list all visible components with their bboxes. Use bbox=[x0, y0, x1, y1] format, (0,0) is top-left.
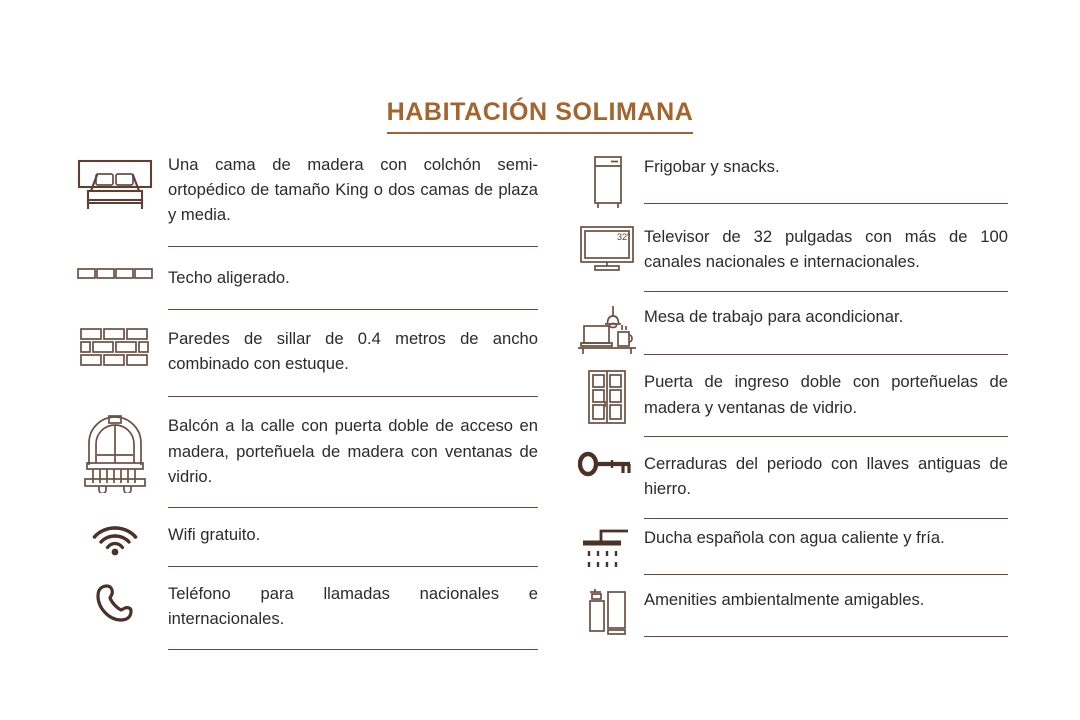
amenities-bottles-icon bbox=[582, 587, 632, 637]
tv-size-label: 32" bbox=[617, 232, 631, 242]
icon-cell bbox=[570, 224, 644, 272]
amenity-text: Una cama de madera con colchón semi-ortopédico de tamaño King o dos camas de plaza y media. bbox=[168, 155, 538, 225]
icon-cell bbox=[570, 587, 644, 637]
icon-cell bbox=[62, 152, 168, 210]
amenity-text: Cerraduras del periodo con llaves antiguas de hierro. bbox=[644, 453, 1008, 499]
amenity-item-shower bbox=[570, 519, 1008, 581]
minibar-fridge-icon bbox=[585, 154, 629, 210]
amenity-item-minibar bbox=[570, 152, 1008, 214]
text-cell bbox=[644, 154, 1008, 204]
amenities-columns bbox=[0, 152, 1080, 650]
page-title: HABITACIÓN SOLIMANA bbox=[387, 98, 694, 134]
amenity-item-desk bbox=[570, 292, 1008, 357]
separator-rule bbox=[644, 636, 1008, 637]
text-cell bbox=[168, 326, 538, 397]
work-desk-icon bbox=[576, 304, 638, 356]
icon-cell bbox=[62, 413, 168, 493]
text-cell bbox=[168, 413, 538, 508]
amenity-text: Balcón a la calle con puerta doble de acceso en madera, porteñuela de madera con ventanas de vidrio. bbox=[168, 416, 538, 486]
amenity-item-television bbox=[570, 214, 1008, 292]
text-cell bbox=[644, 304, 1008, 354]
lightweight-ceiling-icon bbox=[75, 265, 155, 283]
amenity-item-telephone bbox=[62, 567, 538, 649]
antique-key-icon bbox=[578, 451, 636, 477]
amenity-item-ceiling bbox=[62, 247, 538, 310]
text-cell bbox=[644, 587, 1008, 636]
text-cell bbox=[168, 265, 538, 310]
amenity-text: Wifi gratuito. bbox=[168, 524, 261, 544]
amenity-item-locks bbox=[570, 437, 1008, 519]
amenity-text: Puerta de ingreso doble con porteñuelas de madera y ventanas de vidrio. bbox=[644, 372, 1008, 417]
separator-rule bbox=[168, 396, 538, 397]
separator-rule bbox=[644, 203, 1008, 204]
amenity-item-door bbox=[570, 357, 1008, 436]
separator-rule bbox=[644, 518, 1008, 519]
separator-rule bbox=[168, 246, 538, 247]
separator-rule bbox=[168, 507, 538, 508]
amenity-text: Mesa de trabajo para acondicionar. bbox=[644, 307, 904, 327]
separator-rule bbox=[644, 354, 1008, 355]
amenity-text: Frigobar y snacks. bbox=[644, 157, 780, 176]
icon-cell bbox=[62, 581, 168, 627]
icon-cell bbox=[62, 326, 168, 368]
separator-rule bbox=[168, 566, 538, 567]
icon-cell bbox=[570, 369, 644, 425]
double-door-icon bbox=[583, 369, 631, 425]
icon-cell bbox=[570, 154, 644, 210]
text-cell bbox=[168, 522, 538, 567]
text-cell bbox=[644, 451, 1008, 519]
amenity-item-wifi bbox=[62, 508, 538, 567]
amenities-column-left bbox=[0, 152, 540, 650]
amenity-text: Paredes de sillar de 0.4 metros de ancho combinado con estuque. bbox=[168, 328, 538, 374]
text-cell bbox=[168, 152, 538, 247]
text-cell bbox=[168, 581, 538, 649]
brick-wall-icon bbox=[75, 326, 155, 368]
icon-cell bbox=[570, 304, 644, 356]
amenity-item-walls bbox=[62, 310, 538, 397]
shower-icon bbox=[578, 525, 636, 577]
icon-cell bbox=[570, 525, 644, 577]
balcony-icon bbox=[75, 413, 155, 493]
icon-cell bbox=[570, 451, 644, 477]
page-title-wrap bbox=[0, 98, 1080, 134]
amenity-text: Amenities ambientalmente amigables. bbox=[644, 590, 925, 610]
amenity-item-balcony bbox=[62, 397, 538, 508]
double-bed-icon bbox=[75, 158, 155, 210]
text-cell bbox=[644, 224, 1008, 292]
amenity-item-bed bbox=[62, 152, 538, 247]
icon-cell bbox=[62, 265, 168, 283]
wifi-icon bbox=[92, 522, 138, 556]
separator-rule bbox=[644, 574, 1008, 575]
television-icon bbox=[578, 224, 636, 272]
icon-cell bbox=[62, 522, 168, 556]
amenity-text: Televisor de 32 pulgadas con más de 100 canales nacionales e internacionales. bbox=[644, 227, 1008, 272]
separator-rule bbox=[168, 649, 538, 650]
amenity-text: Ducha española con agua caliente y fría. bbox=[644, 528, 945, 548]
amenity-item-amenities bbox=[570, 581, 1008, 643]
separator-rule bbox=[168, 309, 538, 310]
amenity-text: Teléfono para llamadas nacionales e internacionales. bbox=[168, 584, 538, 629]
separator-rule bbox=[644, 436, 1008, 437]
separator-rule bbox=[644, 291, 1008, 292]
text-cell bbox=[644, 525, 1008, 574]
amenity-text: Techo aligerado. bbox=[168, 267, 290, 287]
text-cell bbox=[644, 369, 1008, 436]
amenities-column-right bbox=[540, 152, 1080, 650]
telephone-icon bbox=[92, 581, 138, 627]
